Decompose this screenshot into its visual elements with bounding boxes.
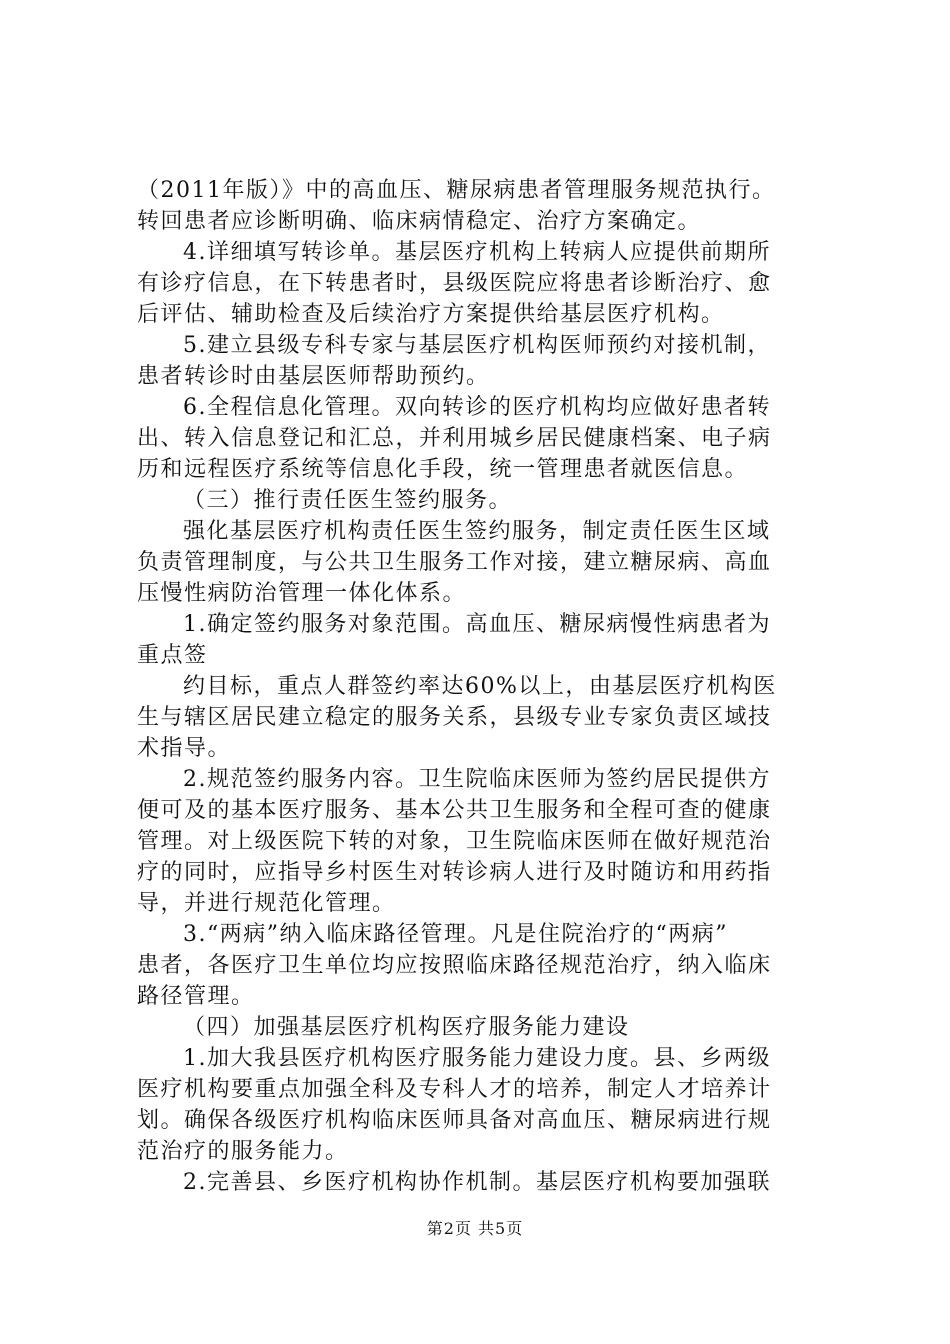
text-line: 患者转诊时由基层医师帮助预约。 [137, 364, 490, 389]
text-line: （三）推行责任医生签约服务。 [183, 488, 513, 513]
text-line: 负责管理制度，与公共卫生服务工作对接，建立糖尿病、高血 [137, 550, 772, 575]
text-line: 出、转入信息登记和汇总，并利用城乡居民健康档案、电子病 [137, 426, 772, 451]
text-line: 强化基层医疗机构责任医生签约服务，制定责任医生区域 [183, 519, 771, 544]
text-line: 2.规范签约服务内容。卫生院临床医师为签约居民提供方 [183, 767, 771, 792]
text-line: 1.确定签约服务对象范围。高血压、糖尿病慢性病患者为 [183, 612, 771, 637]
text-line: （2011年版）》中的高血压、糖尿病患者管理服务规范执行。 [137, 178, 776, 203]
text-line: 管理。对上级医院下转的对象，卫生院临床医师在做好规范治 [137, 829, 772, 854]
text-line: 压慢性病防治管理一体化体系。 [137, 581, 467, 606]
text-line: 导，并进行规范化管理。 [137, 891, 396, 916]
text-line: 1.加大我县医疗机构医疗服务能力建设力度。县、乡两级 [183, 1046, 771, 1071]
text-line: 便可及的基本医疗服务、基本公共卫生服务和全程可查的健康 [137, 798, 772, 823]
text-line: 医疗机构要重点加强全科及专科人才的培养，制定人才培养计 [137, 1077, 772, 1102]
text-line: 约目标，重点人群签约率达60%以上，由基层医疗机构医 [183, 674, 777, 699]
text-line: 5.建立县级专科专家与基层医疗机构医师预约对接机制， [183, 333, 771, 358]
text-line: 重点签 [137, 643, 208, 668]
text-line: 范治疗的服务能力。 [137, 1139, 349, 1164]
text-line: 术指导。 [137, 736, 232, 761]
text-line: 生与辖区居民建立稳定的服务关系，县级专业专家负责区域技 [137, 705, 772, 730]
text-line: 3.“两病”纳入临床路径管理。凡是住院治疗的“两病” [183, 922, 728, 947]
text-line: 转回患者应诊断明确、临床病情稳定、治疗方案确定。 [137, 209, 702, 234]
text-line: 路径管理。 [137, 984, 255, 1009]
page-footer: 第2页 共5页 [426, 1219, 524, 1238]
text-line: 后评估、辅助检查及后续治疗方案提供给基层医疗机构。 [137, 302, 725, 327]
text-line: （四）加强基层医疗机构医疗服务能力建设 [183, 1015, 630, 1040]
text-line: 6.全程信息化管理。双向转诊的医疗机构均应做好患者转 [183, 395, 771, 420]
body-text [137, 175, 837, 1198]
text-line: 疗的同时，应指导乡村医生对转诊病人进行及时随访和用药指 [137, 860, 772, 885]
text-line: 患者，各医疗卫生单位均应按照临床路径规范治疗，纳入临床 [137, 953, 772, 978]
text-line: 4.详细填写转诊单。基层医疗机构上转病人应提供前期所 [183, 240, 771, 265]
text-line: 历和远程医疗系统等信息化手段，统一管理患者就医信息。 [137, 457, 749, 482]
text-line: 2.完善县、乡医疗机构协作机制。基层医疗机构要加强联 [183, 1170, 771, 1195]
text-line: 有诊疗信息，在下转患者时，县级医院应将患者诊断治疗、愈 [137, 271, 772, 296]
text-line: 划。确保各级医疗机构临床医师具备对高血压、糖尿病进行规 [137, 1108, 772, 1133]
